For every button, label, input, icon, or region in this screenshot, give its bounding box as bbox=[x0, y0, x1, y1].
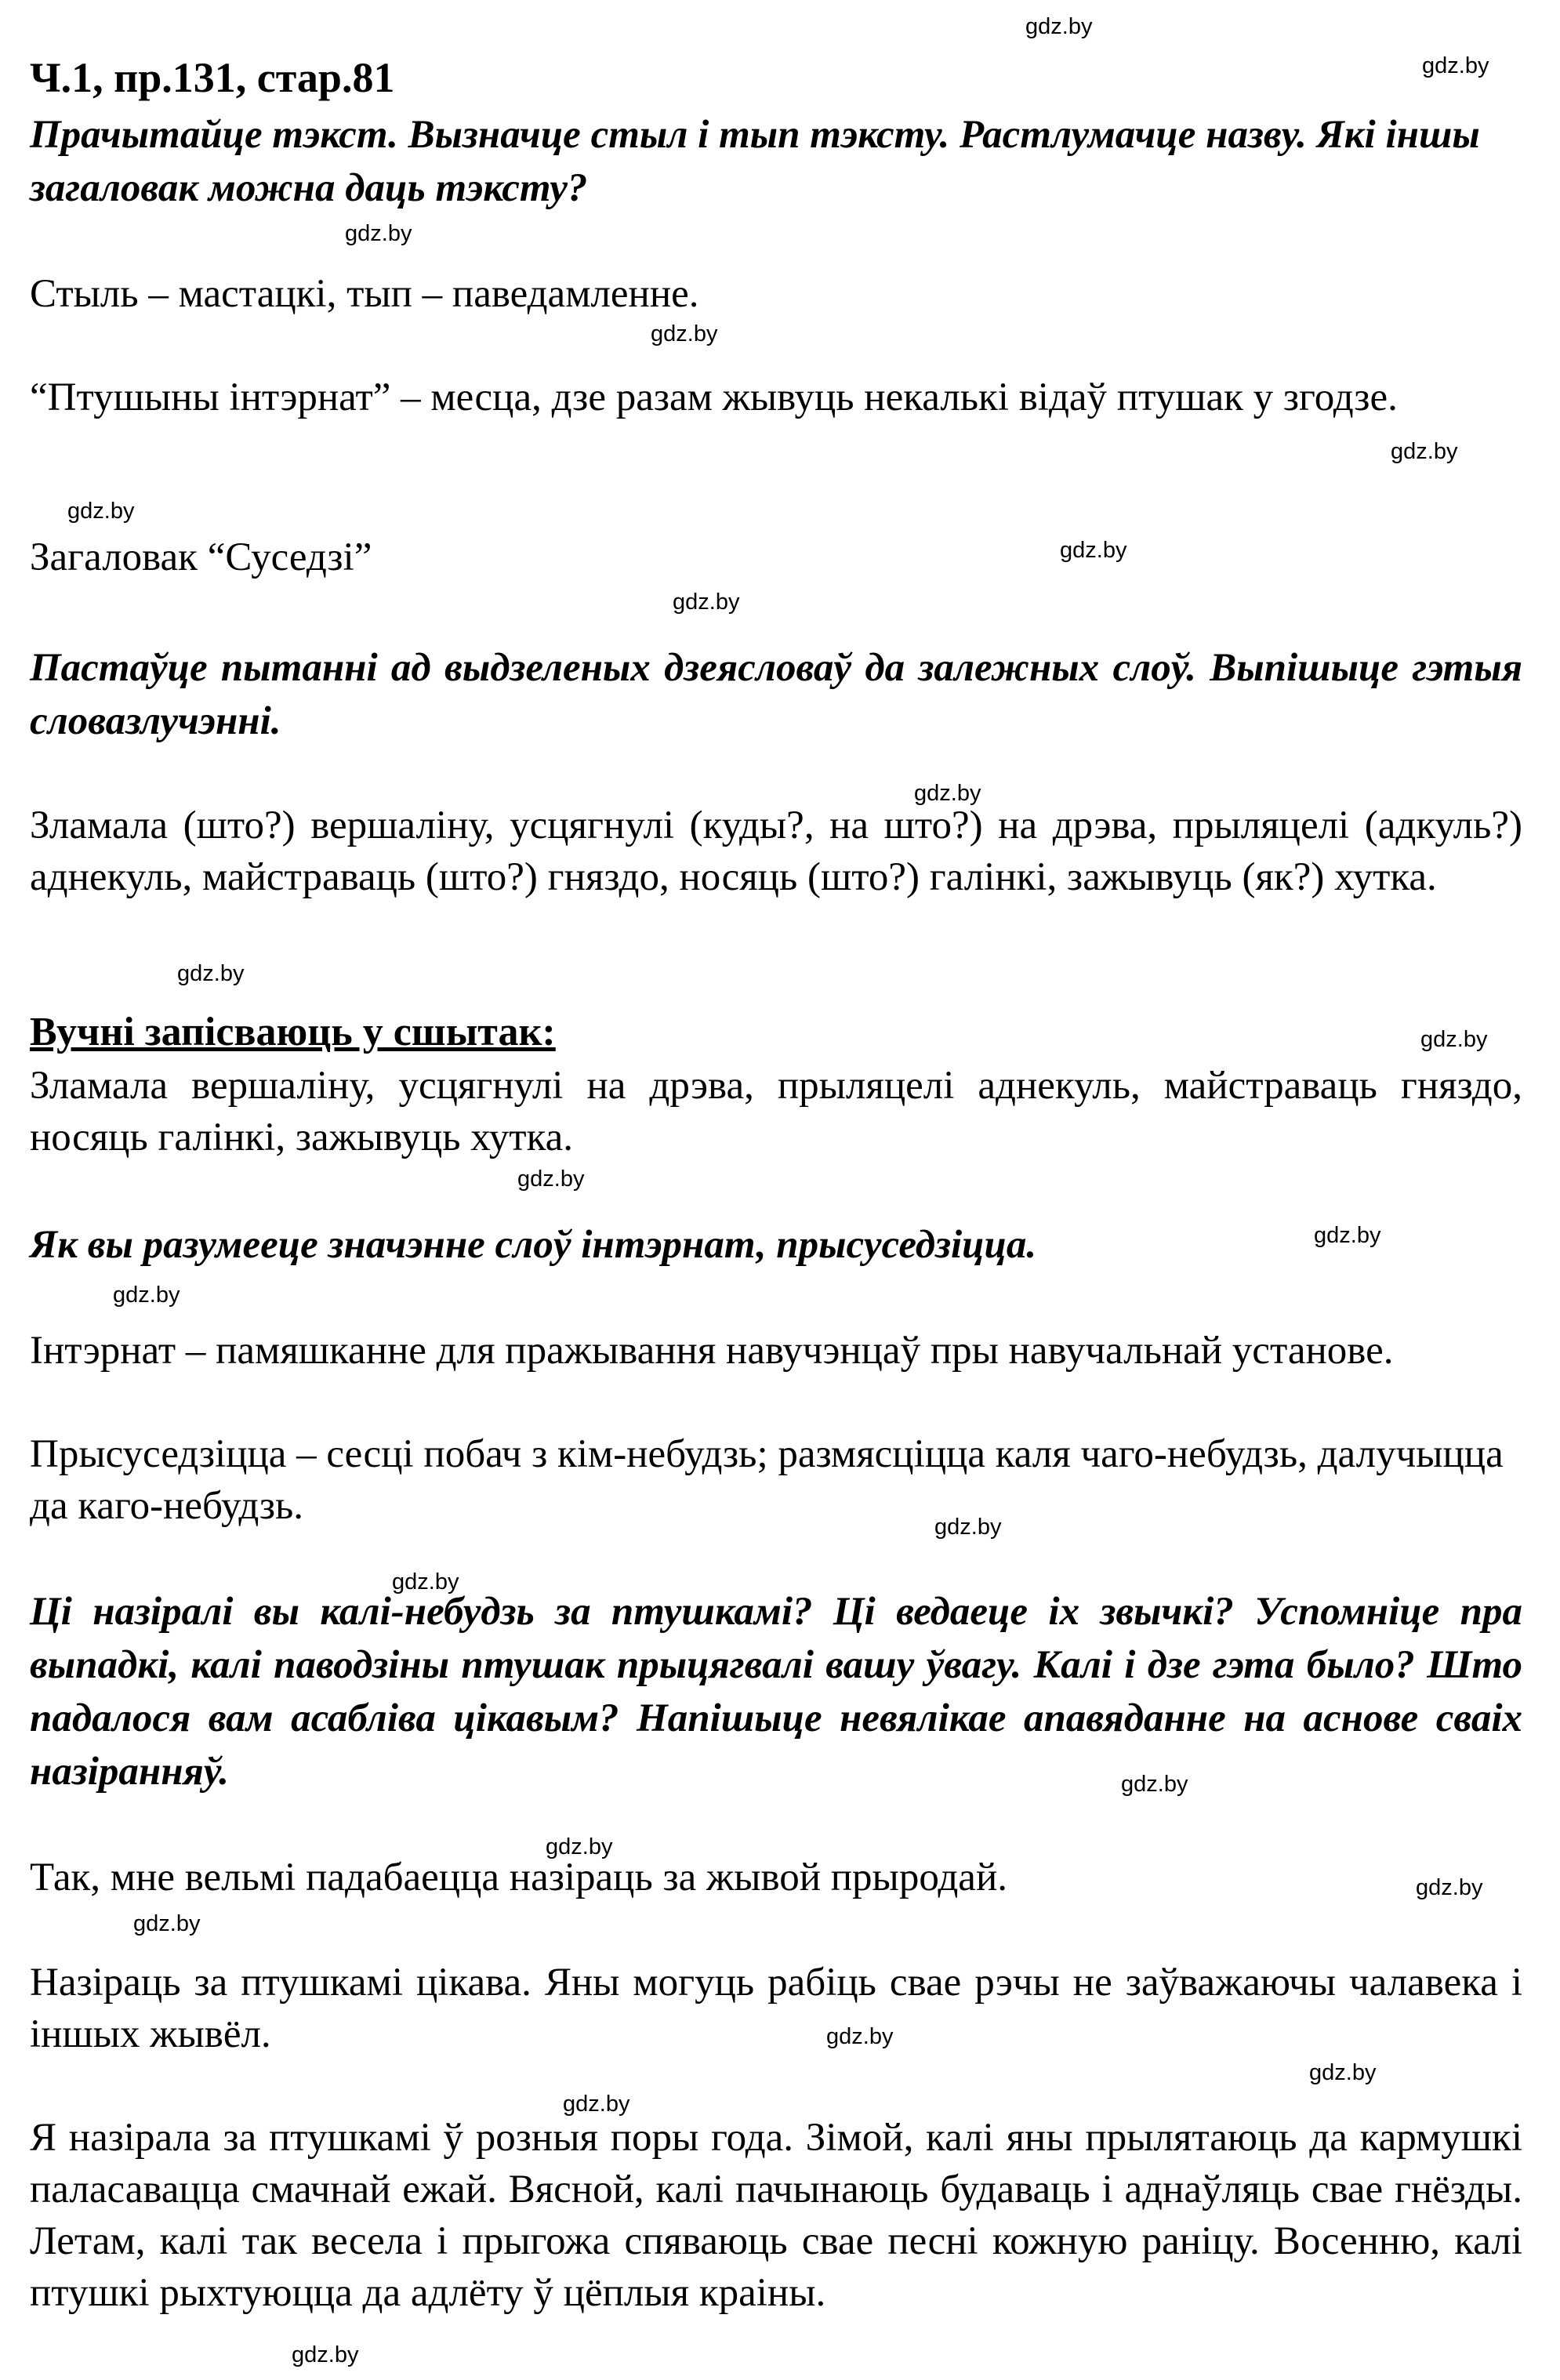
watermark: gdz.by bbox=[133, 1911, 201, 1936]
watermark: gdz.by bbox=[177, 961, 245, 986]
task-2: Пастаўце пытанні ад выдзеленых дзеясловаў да залежных слоў. Выпішыце гэтыя словазлучэнні. bbox=[30, 646, 1522, 743]
watermark: gdz.by bbox=[67, 499, 135, 524]
task-4: Ці назіралі вы калі-небудзь за птушкамі? Ці ведаеце іх звычкі? Успомніце пра выпадкі, калі паводзіны птушак прыцягвалі вашу ўвагу. Калі і дзе гэта было? Што падалося вам асабліва цікавым? Напішыце невялікае апавяданне на аснове сваіх назіранняў. bbox=[30, 1590, 1522, 1794]
answer-style-type: Стыль – мастацкі, тып – паведамленне. bbox=[30, 272, 699, 316]
watermark: gdz.by bbox=[517, 1166, 585, 1192]
answer-observing: Назіраць за птушкамі цікава. Яны могуць рабіць свае рэчы не заўважаючы чалавека і іншых жывёл. bbox=[30, 1961, 1522, 2056]
watermark: gdz.by bbox=[1309, 2060, 1377, 2085]
watermark: gdz.by bbox=[651, 321, 718, 346]
watermark: gdz.by bbox=[563, 2092, 630, 2117]
watermark: gdz.by bbox=[546, 1834, 613, 1859]
watermark: gdz.by bbox=[1420, 1027, 1488, 1052]
watermark: gdz.by bbox=[673, 590, 740, 615]
watermark: gdz.by bbox=[1121, 1772, 1188, 1797]
watermark: gdz.by bbox=[1025, 14, 1093, 39]
task-3: Як вы разумееце значэнне слоў інтэрнат, прысуседзіцца. bbox=[30, 1223, 1037, 1267]
notebook-subheading: Вучні запісваюць у сшытак: bbox=[30, 1010, 556, 1054]
page-heading: Ч.1, пр.131, стар.81 bbox=[30, 54, 395, 101]
answer-title-meaning: “Птушыны інтэрнат” – месца, дзе разам жывуць некалькі відаў птушак у згодзе. bbox=[30, 376, 1398, 419]
watermark: gdz.by bbox=[1314, 1223, 1381, 1248]
answer-questions: Зламала (што?) вершаліну, усцягнулі (куды?, на што?) на дрэва, прыляцелі (адкуль?) аднекуль, майстраваць (што?) гняздо, носяць (што?) галінкі, зажывуць (як?) хутка. bbox=[30, 804, 1522, 899]
watermark: gdz.by bbox=[392, 1569, 459, 1595]
task-1: Прачытайце тэкст. Вызначце стыл і тып тэксту. Растлумачце назву. Які іншы загаловак можна даць тэксту? bbox=[30, 113, 1480, 210]
watermark: gdz.by bbox=[292, 2342, 359, 2367]
answer-prysusedzitsa: Прысуседзіцца – сесці побач з кім-небудзь; размясціцца каля чаго-небудзь, далучыцца да каго-небудзь. bbox=[30, 1432, 1504, 1528]
watermark: gdz.by bbox=[914, 781, 981, 806]
watermark: gdz.by bbox=[1060, 538, 1127, 563]
watermark: gdz.by bbox=[1391, 439, 1458, 464]
watermark: gdz.by bbox=[1422, 53, 1489, 78]
answer-phrases: Зламала вершаліну, усцягнулі на дрэва, прыляцелі аднекуль, майстраваць гняздо, носяць галінкі, зажывуць хутка. bbox=[30, 1064, 1522, 1159]
answer-story: Я назірала за птушкамі ў розныя поры года. Зімой, калі яны прылятаюць да кармушкі паласавацца смачнай ежай. Вясной, калі пачынаюць будаваць і аднаўляць свае гнёзды. Летам, калі так весела і прыгожа спяваюць свае песні кожную раніцу. Восенню, калі птушкі рыхтуюцца да адлёту ў цёплыя краіны. bbox=[30, 2116, 1522, 2315]
watermark: gdz.by bbox=[1416, 1875, 1483, 1900]
watermark: gdz.by bbox=[345, 221, 412, 246]
watermark: gdz.by bbox=[934, 1515, 1002, 1540]
watermark: gdz.by bbox=[826, 2024, 894, 2049]
answer-alt-title: Загаловак “Суседзі” bbox=[30, 535, 372, 579]
answer-internat: Інтэрнат – памяшканне для пражывання навучэнцаў пры навучальнай установе. bbox=[30, 1329, 1394, 1373]
answer-intro: Так, мне вельмі падабаецца назіраць за жывой прыродай. bbox=[30, 1856, 1007, 1899]
watermark: gdz.by bbox=[113, 1283, 180, 1308]
